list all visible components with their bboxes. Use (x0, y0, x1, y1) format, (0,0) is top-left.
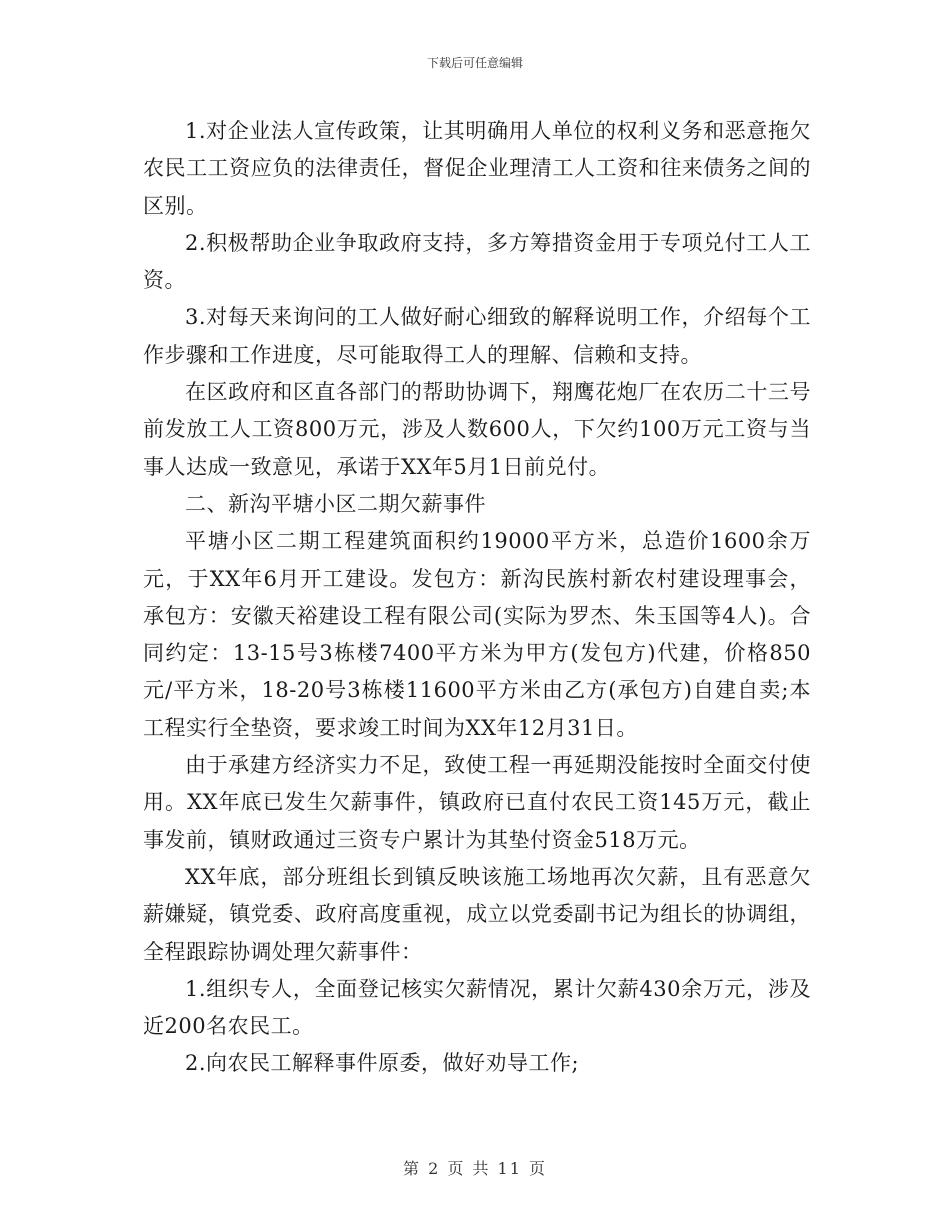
document-body (143, 113, 811, 1083)
paragraph: 2.积极帮助企业争取政府支持，多方筹措资金用于专项兑付工人工资。 (143, 230, 811, 293)
paragraph: 3.对每天来询问的工人做好耐心细致的解释说明工作，介绍每个工作步骤和工作进度，尽可能取得工人的理解、信赖和支持。 (143, 305, 811, 367)
paragraph: 平塘小区二期工程建筑面积约19000平方米，总造价1600余万元，于XX年6月开工建设。发包方：新沟民族村新农村建设理事会，承包方：安徽天裕建设工程有限公司(实际为罗杰、朱玉国等4人)。合同约定：13-15号3栋楼7400平方米为甲方(发包方)代建，价格850元/平方米，18-20号3栋楼11600平方米由乙方(承包方)自建自卖;本工程实行全垫资，要求竣工时间为XX年12月31日。 (143, 529, 811, 740)
paragraph: 在区政府和区直各部门的帮助协调下，翔鹰花炮厂在农历二十三号前发放工人工资800万元，涉及人数600人，下欠约100万元工资与当事人达成一致意见，承诺于XX年5月1日前兑付。 (143, 380, 811, 479)
section-heading: 二、新沟平塘小区二期欠薪事件 (185, 491, 486, 516)
paragraph: XX年底，部分班组长到镇反映该施工场地再次欠薪，且有恶意欠薪嫌疑，镇党委、政府高度重视，成立以党委副书记为组长的协调组，全程跟踪协调处理欠薪事件： (143, 864, 811, 964)
header-note: 下载后可任意编辑 (426, 56, 523, 70)
page-number: 第 2 页 共 11 页 (403, 1159, 547, 1178)
paragraph: 由于承建方经济实力不足，致使工程一再延期没能按时全面交付使用。XX年底已发生欠薪事件，镇政府已直付农民工资145万元，截止事发前，镇财政通过三资专户累计为其垫付资金518万元。 (143, 753, 811, 852)
paragraph: 1.对企业法人宣传政策，让其明确用人单位的权利义务和恶意拖欠农民工工资应负的法律责任，督促企业理清工人工资和往来债务之间的区别。 (143, 119, 811, 218)
paragraph: 2.向农民工解释事件原委，做好劝导工作; (185, 1051, 580, 1076)
paragraph: 1.组织专人，全面登记核实欠薪情况，累计欠薪430余万元，涉及近200名农民工。 (143, 976, 811, 1039)
